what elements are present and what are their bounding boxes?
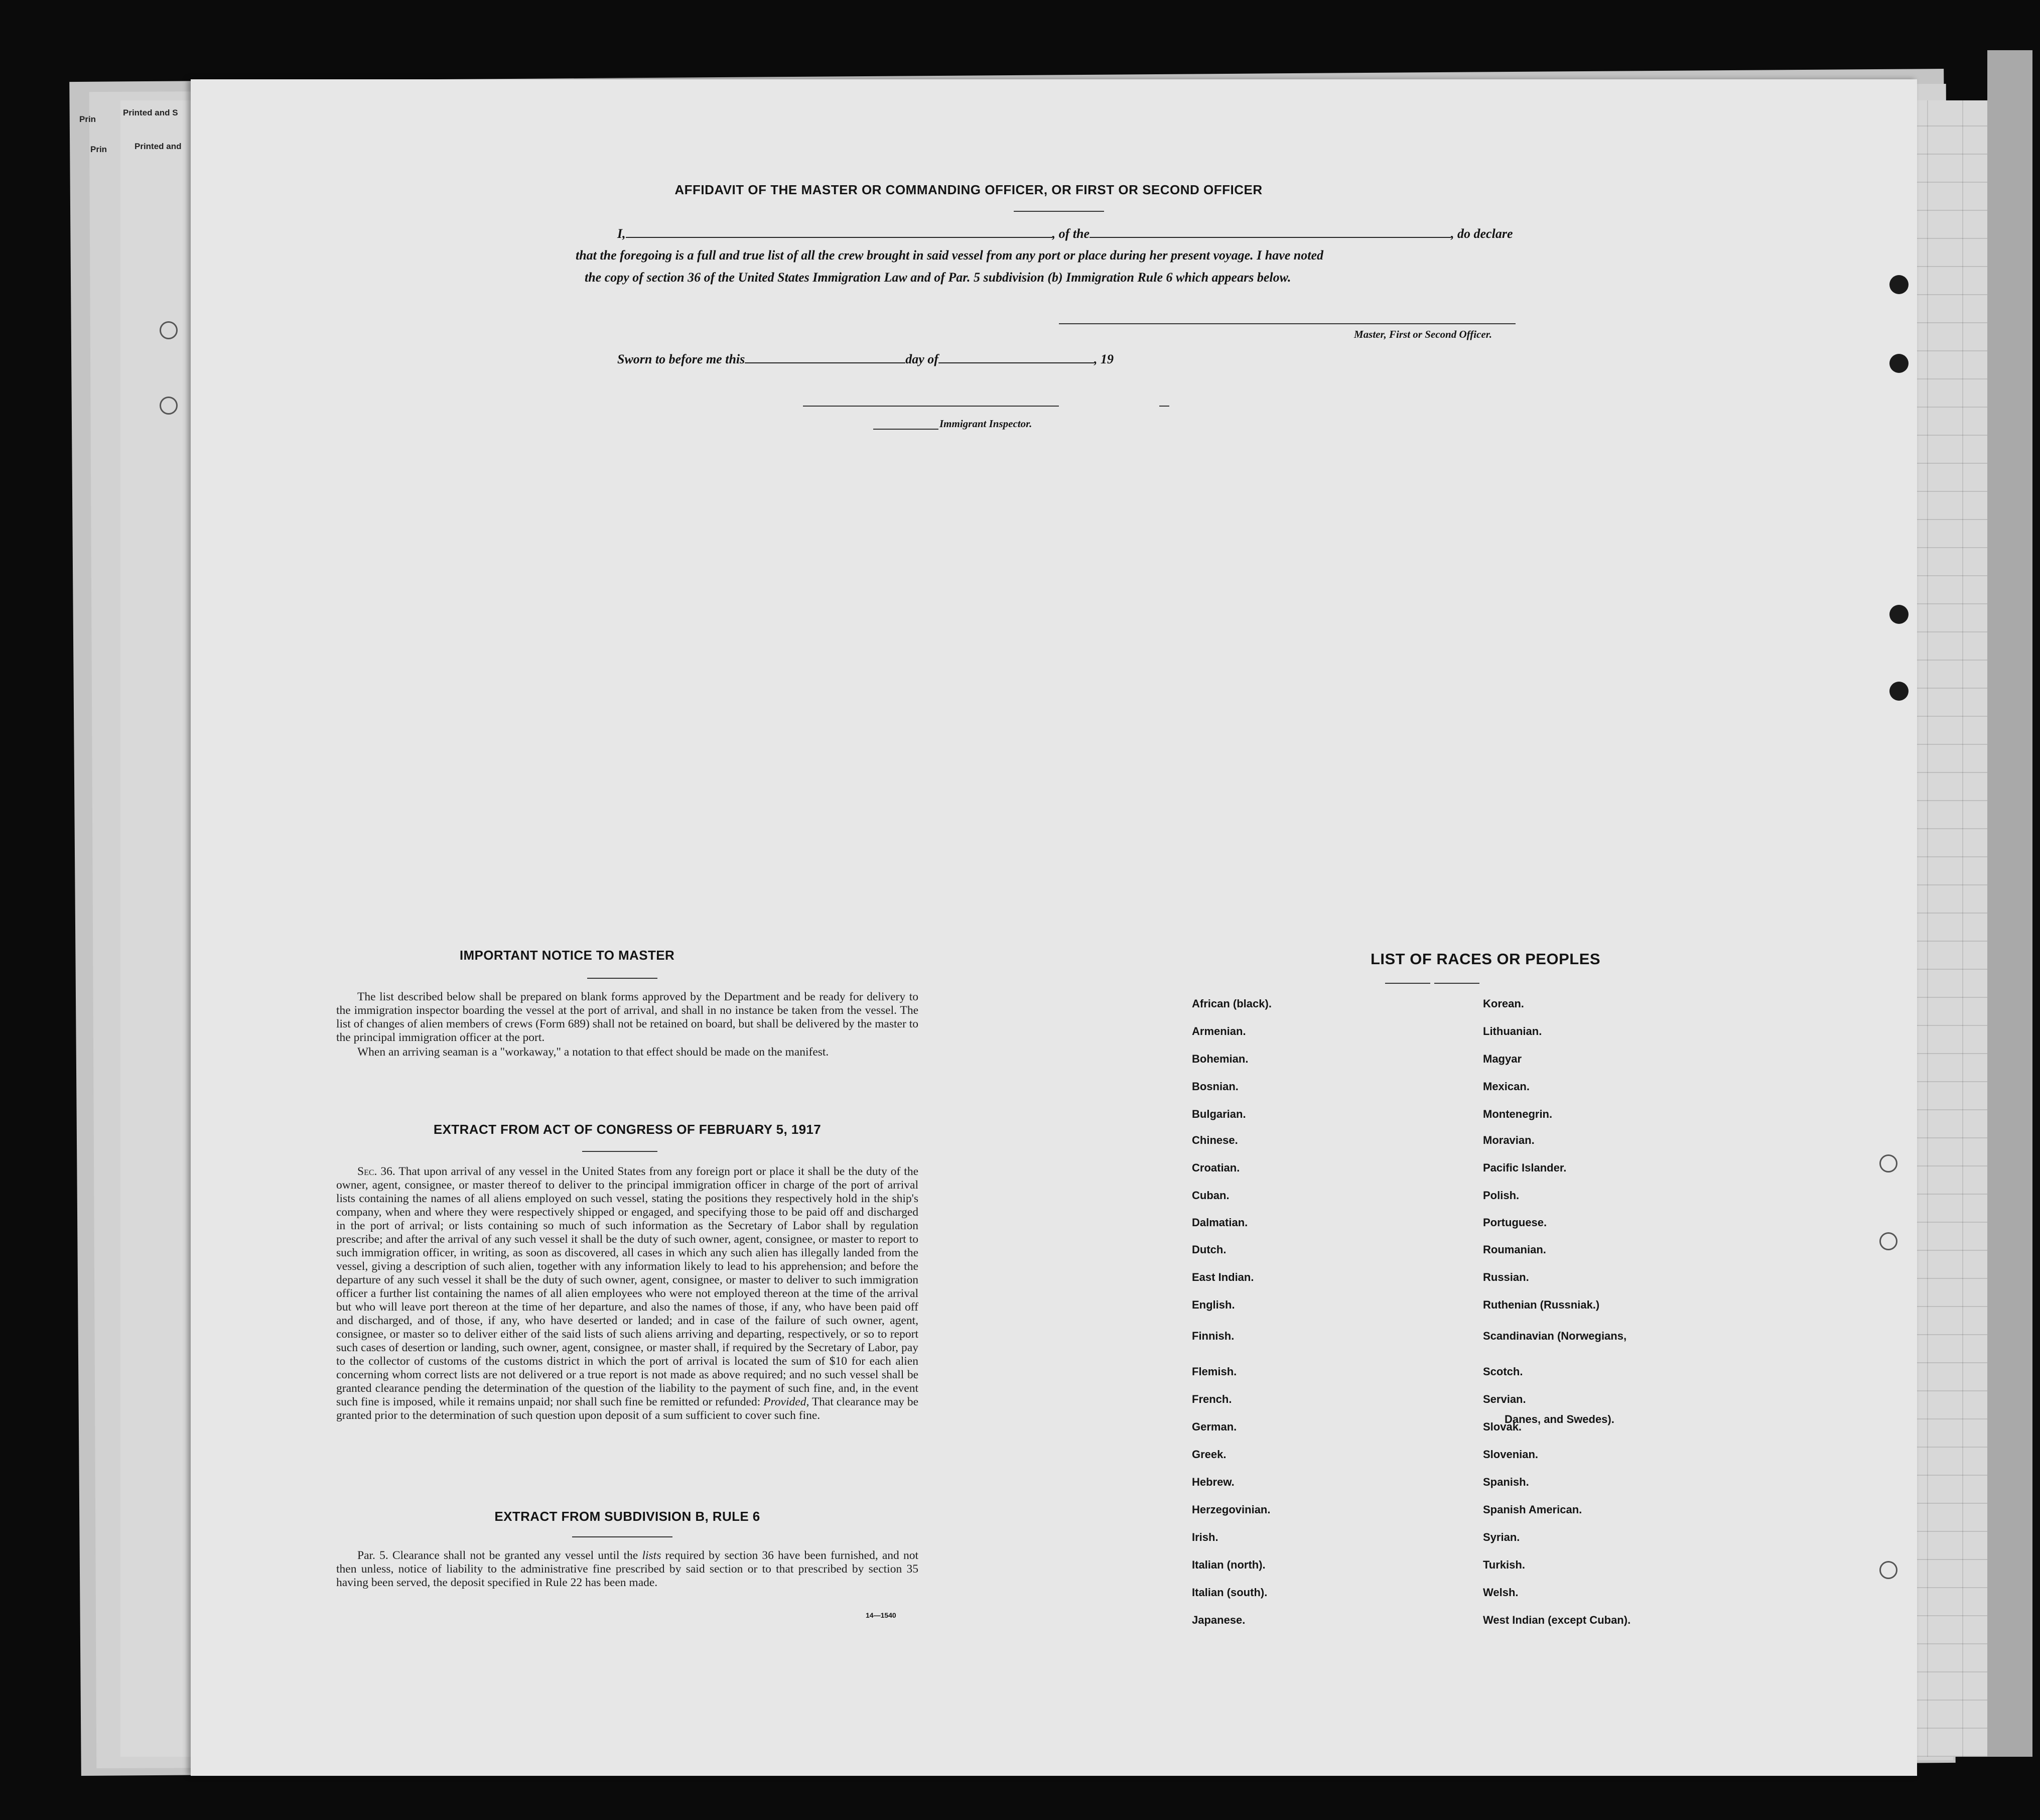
act-extract-text: That upon arrival of any vessel in the United States from any foreign port or place it shall be the duty of the owner, agent, consignee, or master thereof to deliver to the principal immigration officer in charge of the port of arrival lists containing the names of all aliens employed on such vessel, stating the positions they respectively hold in the ship's company, when and where they were respectively shipped or engaged, and specifying those to be paid off and discharged in the port of arrival; or lists containing so much of such information as the Secretary of Labor shall by regulation prescribe; and after the arrival of any such vessel it shall be the duty of such owner, agent, consignee, or master to report to such immigration officer, in writing, as soon as discovered, all cases in which any such alien has illegally landed from the vessel, giving a description of such alien, together with any information likely to lead to his apprehension; and before the departure of any such vessel it shall be the duty of such owner, agent, consignee, or master to deliver to such immigration officer a further list containing the names of all alien employees who were not employed thereon at the time of the arrival but who will leave port thereon at the time of her departure, and also the names of those, if any, who have been paid off and discharged, and of those, if any, who have deserted or landed; and in case of the failure of such owner, agent, consignee, or master so to deliver either of the said lists of such aliens arriving and departing, respectively, or so to report such cases of desertion or landing, such owner, agent, consignee, or master shall, if required by the Secretary of Labor, pay to the collector of customs of the customs district in which the port of arrival is located the sum of $10 for each alien concerning whom correct lists are not delivered or a true report is not made as above required; and no such vessel shall be granted clearance pending the determination of the question of the liability to the payment of such fine, and, in the event such fine is imposed, while it remains unpaid; nor shall such fine be remitted or refunded: [336, 1165, 919, 1408]
printed-tag: Prin [79, 114, 96, 124]
race-item: Bosnian. [1192, 1080, 1239, 1093]
punch-hole-icon [1889, 354, 1909, 373]
race-item: Roumanian. [1483, 1243, 1546, 1256]
affidavit-title: AFFIDAVIT OF THE MASTER OR COMMANDING OFFICER, OR FIRST OR SECOND OFFICER [674, 182, 1263, 197]
race-item: Syrian. [1483, 1531, 1520, 1543]
race-item: Croatian. [1192, 1161, 1240, 1174]
provided-word: Provided, [763, 1395, 809, 1408]
notice-paragraph: The list described below shall be prepared on blank forms approved by the Department and be ready for delivery to the immigration inspector boarding the vessel at the port of arrival, and shall in no instance be taken from the vessel. The list of changes of alien members of crews (Form 689) shall not be retained on board, but shall be delivered by the master to the principal immigration officer at the port. [336, 990, 918, 1044]
form-number: 14—1540 [866, 1611, 896, 1619]
race-item: Portuguese. [1483, 1216, 1547, 1229]
document-page [191, 79, 1917, 1776]
race-item: Montenegrin. [1483, 1108, 1553, 1120]
race-item: Hebrew. [1192, 1476, 1235, 1488]
affidavit-declare: , do declare [1451, 226, 1513, 241]
race-item: English. [1192, 1298, 1235, 1311]
lists-word: lists [642, 1549, 661, 1562]
act-extract-body [336, 1165, 918, 1422]
divider [1385, 983, 1430, 984]
race-item: Flemish. [1192, 1365, 1237, 1378]
background-sheet-edge [1987, 50, 2032, 1757]
race-item: Dalmatian. [1192, 1216, 1248, 1229]
printed-tag: Prin [90, 145, 107, 154]
punch-hole-icon [1889, 605, 1909, 624]
race-item: East Indian. [1192, 1271, 1254, 1283]
divider [1014, 211, 1104, 212]
race-item: Korean. [1483, 997, 1524, 1010]
binder-hole-icon [1879, 1232, 1897, 1250]
race-item: Lithuanian. [1483, 1025, 1542, 1037]
printed-tag: Printed and S [123, 108, 178, 117]
divider [572, 1536, 672, 1537]
affidavit-i: I, [617, 226, 626, 241]
race-item: Moravian. [1483, 1134, 1535, 1146]
rule-extract-text: Par. 5. Clearance shall not be granted any vessel until the [357, 1549, 642, 1562]
race-item: Bohemian. [1192, 1053, 1249, 1065]
race-item: Irish. [1192, 1531, 1218, 1543]
race-item: Cuban. [1192, 1189, 1230, 1202]
binder-hole-icon [160, 321, 178, 339]
races-list-title: LIST OF RACES OR PEOPLES [1370, 950, 1601, 968]
race-item: Scotch. [1483, 1365, 1523, 1378]
affidavit-of-the: , of the [1052, 226, 1090, 241]
race-item: Servian. [1483, 1393, 1526, 1405]
month-blank [938, 351, 1094, 363]
act-extract-heading: EXTRACT FROM ACT OF CONGRESS OF FEBRUARY 5, 1917 [433, 1122, 822, 1137]
race-item: Armenian. [1192, 1025, 1246, 1037]
binder-hole-icon [160, 397, 178, 415]
race-item: Italian (north). [1192, 1558, 1266, 1571]
sworn-line [617, 351, 1114, 367]
race-item: Mexican. [1483, 1080, 1530, 1093]
rule-extract-text-end: required by section 36 have been furnished, and not then unless, notice of liability to the administrative fine prescribed by said section or to that prescribed by section 35 having been served, the deposit specified in Rule 22 has been made. [336, 1549, 918, 1589]
race-item: West Indian (except Cuban). [1483, 1614, 1631, 1626]
notice-paragraph: When an arriving seaman is a "workaway," a notation to that effect should be made on the manifest. [357, 1046, 829, 1059]
race-list-continuation: Danes, and Swedes). [1505, 1413, 1614, 1425]
affidavit-line-3: the copy of section 36 of the United States Immigration Law and of Par. 5 subdivision (b) Immigration Rule 6 which appears below. [585, 270, 1291, 285]
race-item: Japanese. [1192, 1614, 1246, 1626]
race-item: Polish. [1483, 1189, 1520, 1202]
race-item: Ruthenian (Russniak.) [1483, 1298, 1600, 1311]
binder-hole-icon [1879, 1561, 1897, 1579]
sworn-year: , 19 [1094, 352, 1114, 366]
race-item: African (black). [1192, 997, 1272, 1010]
race-item: Dutch. [1192, 1243, 1227, 1256]
sworn-prefix: Sworn to before me this [617, 352, 745, 366]
punch-hole-icon [1889, 682, 1909, 701]
race-item: Greek. [1192, 1448, 1227, 1461]
divider [1159, 406, 1169, 407]
race-item: Chinese. [1192, 1134, 1238, 1146]
race-item: Spanish. [1483, 1476, 1529, 1488]
master-signature-label: Master, First or Second Officer. [1354, 328, 1492, 340]
immigrant-inspector-label: Immigrant Inspector. [939, 418, 1032, 430]
race-item: Spanish American. [1483, 1503, 1582, 1516]
rule-extract-heading: EXTRACT FROM SUBDIVISION B, RULE 6 [494, 1509, 760, 1524]
act-extract-text-end: That clearance may be granted prior to the determination of such question upon deposit of a sum sufficient to cover such fine. [336, 1395, 918, 1422]
race-item: Turkish. [1483, 1558, 1525, 1571]
race-item: Pacific Islander. [1483, 1161, 1567, 1174]
binder-hole-icon [1879, 1154, 1897, 1173]
punch-hole-icon [1889, 275, 1909, 294]
race-item: Welsh. [1483, 1586, 1519, 1599]
race-item: Herzegovinian. [1192, 1503, 1271, 1516]
race-item: Bulgarian. [1192, 1108, 1246, 1120]
sworn-day-of: day of [905, 352, 938, 366]
race-item: German. [1192, 1420, 1237, 1433]
affidavit-line-1 [617, 226, 1513, 241]
race-item: Russian. [1483, 1271, 1529, 1283]
race-item: Scandinavian (Norwegians, [1483, 1330, 1627, 1342]
vessel-blank [1090, 226, 1451, 238]
race-item: Magyar [1483, 1053, 1522, 1065]
rule-extract-body [336, 1549, 918, 1590]
signature-line [1059, 323, 1516, 324]
race-item: Slovak. [1483, 1420, 1522, 1433]
printed-tag: Printed and [134, 142, 182, 151]
name-blank [626, 226, 1052, 238]
notice-heading: IMPORTANT NOTICE TO MASTER [459, 948, 675, 963]
race-item: Italian (south). [1192, 1586, 1268, 1599]
notice-body [336, 990, 918, 1059]
affidavit-line-2: that the foregoing is a full and true list of all the crew brought in said vessel from any port or place during her present voyage. I have noted [576, 248, 1324, 263]
divider [587, 978, 657, 979]
section-label: Sec. 36. [357, 1165, 395, 1178]
divider [582, 1151, 657, 1152]
day-blank [745, 351, 905, 363]
race-item: French. [1192, 1393, 1232, 1405]
race-item: Finnish. [1192, 1330, 1235, 1342]
divider [1434, 983, 1479, 984]
race-item: Slovenian. [1483, 1448, 1539, 1461]
divider [873, 429, 938, 430]
inspector-signature-line [803, 406, 1059, 407]
